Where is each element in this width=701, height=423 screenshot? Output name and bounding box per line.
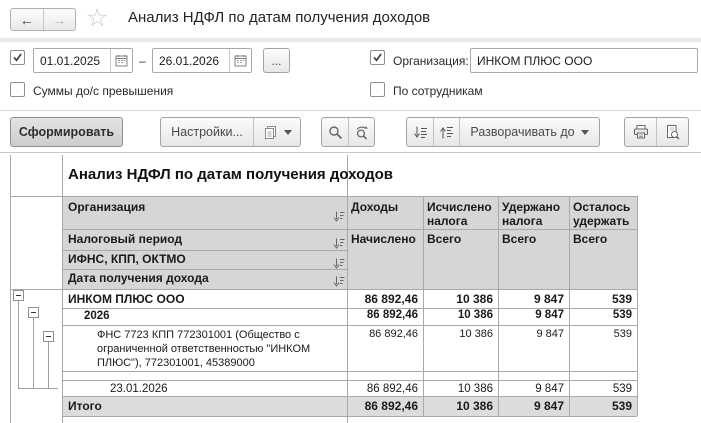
by-employees-label: По сотрудникам: [393, 84, 483, 98]
report-variants-button[interactable]: [253, 118, 300, 146]
row-label-year: 2026: [84, 310, 110, 322]
cell-value: 86 892,46: [364, 399, 418, 413]
filters-separator: [0, 110, 701, 111]
collapse-group-button-3[interactable]: [43, 331, 54, 342]
cell-value: 86 892,46: [366, 383, 418, 395]
find-next-button[interactable]: [348, 118, 374, 146]
search-repeat-icon: [354, 125, 370, 140]
print-button[interactable]: [625, 118, 656, 146]
find-button[interactable]: [322, 118, 348, 146]
tree-line: [33, 318, 34, 389]
grid-line: [62, 380, 637, 381]
subheader-accrued: Начислено: [351, 232, 416, 246]
chevron-down-icon: [581, 130, 589, 139]
expand-levels-icon: [413, 125, 428, 140]
grid-line: [62, 396, 637, 397]
grid-line: [62, 250, 347, 251]
subheader-total: Всего: [573, 232, 608, 246]
forward-button[interactable]: [43, 9, 76, 30]
period-checkbox[interactable]: [10, 50, 25, 65]
cell-value: 86 892,46: [364, 292, 418, 306]
check-icon: [12, 52, 23, 63]
organization-value: ИНКОМ ПЛЮС ООО: [477, 53, 593, 68]
back-arrow-icon: ←: [19, 11, 34, 28]
nav-history-group: [10, 8, 76, 31]
check-icon: [372, 52, 383, 63]
row-label-date: 23.01.2026: [110, 383, 168, 395]
header-tax-period: Налоговый период: [68, 232, 183, 246]
cell-value: 539: [611, 399, 632, 413]
cell-value: 9 847: [535, 383, 564, 395]
expand-group: [406, 117, 600, 147]
tree-line: [18, 388, 58, 389]
expand-rows-button[interactable]: [407, 118, 433, 146]
tree-line: [48, 342, 49, 389]
date-to-value: 26.01.2026: [159, 53, 220, 68]
settings-button[interactable]: Настройки...: [161, 118, 253, 146]
cell-value: 9 847: [535, 309, 564, 321]
settings-group: [160, 117, 301, 147]
cell-value: 86 892,46: [369, 328, 418, 340]
grid-line: [637, 196, 638, 416]
cell-value: 9 847: [533, 292, 564, 306]
search-icon: [328, 125, 343, 140]
header-organization: Организация: [68, 200, 146, 214]
cell-value: 9 847: [536, 328, 564, 340]
row-label-organization: ИНКОМ ПЛЮС ООО: [68, 292, 185, 306]
organization-label: Организация:: [393, 54, 469, 68]
grid-line: [10, 289, 637, 290]
report-title: Анализ НДФЛ по датам получения доходов: [68, 166, 393, 183]
cell-value: 10 386: [457, 309, 493, 321]
cell-value: 539: [611, 292, 632, 306]
cell-value: 9 847: [533, 399, 564, 413]
header-ifns-kpp-oktmo: ИФНС, КПП, ОКТМО: [68, 252, 186, 266]
organization-checkbox[interactable]: [370, 50, 385, 65]
period-more-button[interactable]: ...: [263, 48, 290, 73]
expand-to-button[interactable]: [459, 118, 599, 146]
grid-line: [62, 229, 637, 230]
date-from-field[interactable]: [33, 48, 133, 73]
cell-value: 539: [612, 383, 632, 395]
window-title: Анализ НДФЛ по датам получения доходов: [128, 9, 431, 26]
cell-value: 10 386: [459, 328, 493, 340]
date-range-dash: –: [139, 54, 146, 68]
date-from-value: 01.01.2025: [40, 53, 101, 68]
cell-value: 86 892,46: [366, 309, 418, 321]
title-separator: [0, 38, 701, 42]
chevron-down-icon: [284, 130, 292, 139]
print-preview-button[interactable]: [656, 118, 687, 146]
forward-arrow-icon: →: [52, 11, 67, 28]
generate-button[interactable]: Сформировать: [10, 117, 123, 147]
header-incomes: Доходы: [351, 200, 399, 214]
date-to-field[interactable]: [152, 48, 252, 73]
grid-line: [62, 269, 347, 270]
toolbar-separator: [0, 152, 701, 153]
organization-field[interactable]: [470, 48, 698, 73]
calendar-icon[interactable]: [110, 49, 132, 72]
header-calculated-tax: Исчислено налога: [427, 200, 492, 228]
row-label-fns: ФНС 7723 КПП 772301001 (Общество с ограниченной ответственностью "ИНКОМ ПЛЮС"), 772301001, 45389000: [97, 329, 311, 369]
header-withheld-tax: Удержано налога: [502, 200, 561, 228]
favorite-star-icon[interactable]: ☆: [86, 4, 109, 32]
tree-line: [18, 301, 19, 389]
back-button[interactable]: [11, 9, 43, 30]
calendar-icon[interactable]: [229, 49, 251, 72]
excess-sums-label: Суммы до/с превышения: [33, 84, 174, 98]
grid-line: [62, 416, 637, 417]
cell-value: 10 386: [457, 383, 493, 395]
header-income-date: Дата получения дохода: [68, 271, 209, 285]
collapse-group-button-1[interactable]: [13, 290, 24, 301]
sort-icon[interactable]: [333, 274, 345, 292]
grid-line: [62, 325, 637, 326]
collapse-group-button-2[interactable]: [28, 307, 39, 318]
subheader-total: Всего: [502, 232, 537, 246]
sort-icon[interactable]: [333, 209, 345, 227]
header-remaining: Осталось удержать: [573, 200, 631, 228]
page-preview-icon: [665, 125, 680, 140]
search-group: [321, 117, 375, 147]
row-label-total: Итого: [68, 399, 102, 413]
cell-value: 539: [612, 309, 632, 321]
expand-to-label: Разворачивать до: [470, 125, 575, 139]
cell-value: 539: [613, 328, 632, 340]
print-group: [624, 117, 689, 147]
subheader-total: Всего: [427, 232, 462, 246]
cell-value: 10 386: [456, 399, 493, 413]
report-variants-icon: [263, 125, 278, 140]
by-employees-checkbox[interactable]: [370, 82, 385, 97]
printer-icon: [633, 125, 649, 139]
cell-value: 10 386: [456, 292, 493, 306]
collapse-rows-button[interactable]: [433, 118, 459, 146]
grid-line: [62, 371, 637, 372]
sort-icon[interactable]: [333, 236, 345, 254]
grid-line: [10, 196, 637, 197]
sort-icon[interactable]: [333, 256, 345, 274]
collapse-levels-icon: [439, 125, 454, 140]
excess-sums-checkbox[interactable]: [10, 82, 25, 97]
